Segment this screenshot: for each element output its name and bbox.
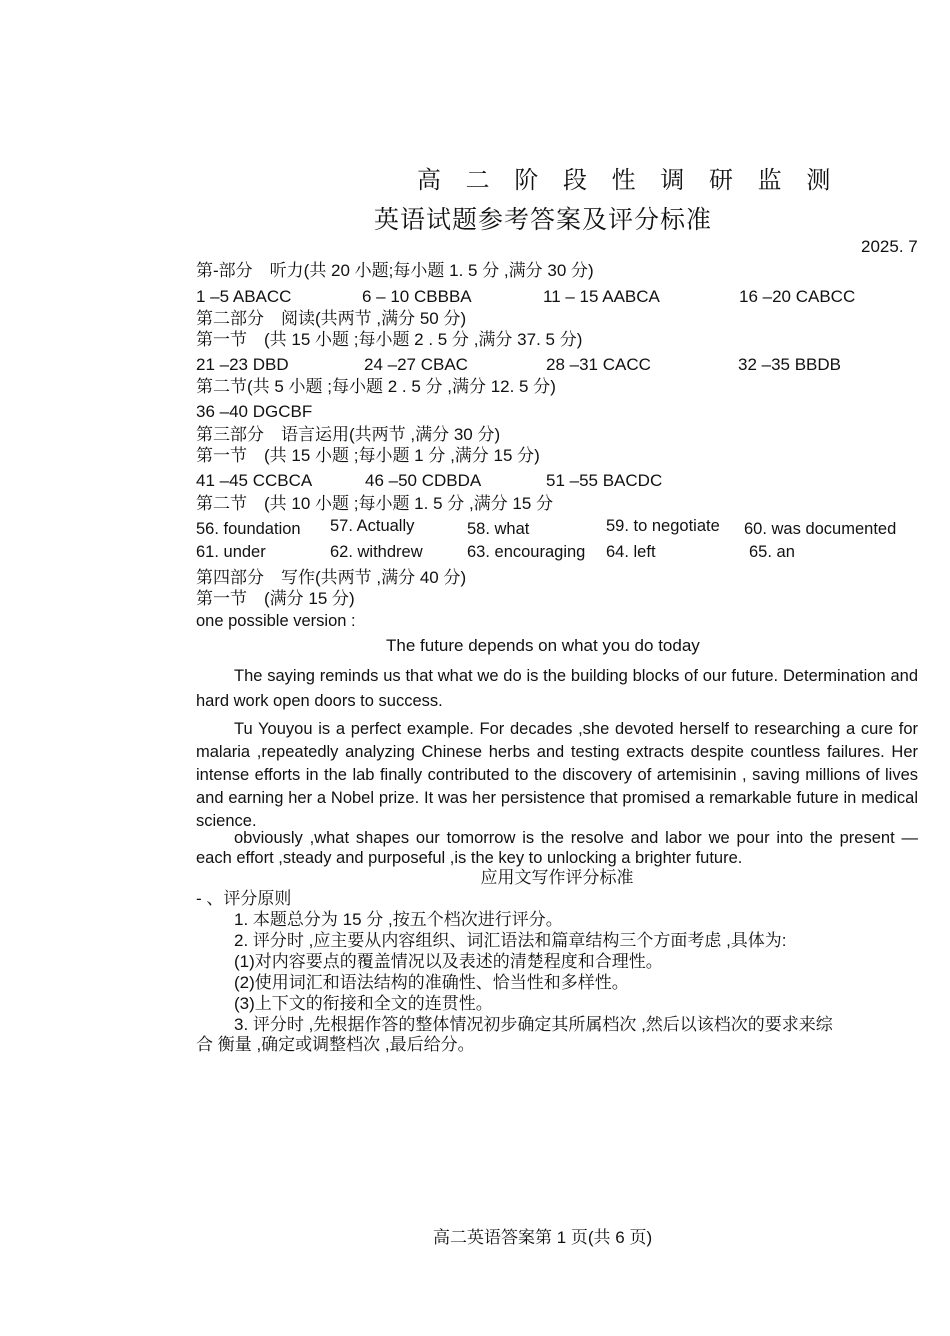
part3-section1-heading: 第一节 (共 15 小题 ;每小题 1 分 ,满分 15 分) — [196, 446, 540, 465]
fill-answer: 61. under — [196, 543, 266, 561]
answer-group: 32 –35 BBDB — [738, 355, 842, 374]
part2-section2-heading: 第二节(共 5 小题 ;每小题 2 . 5 分 ,满分 12. 5 分) — [196, 377, 556, 396]
answer-group: 36 –40 DGCBF — [196, 402, 313, 421]
scoring-item: (3)上下文的衔接和全文的连贯性。 — [234, 994, 493, 1013]
fill-answer: 65. an — [749, 543, 795, 561]
part4-section1-heading: 第一节 (满分 15 分) — [196, 589, 355, 608]
answer-group: 28 –31 CACC — [546, 355, 651, 374]
answer-group: 11 – 15 AABCA — [543, 287, 660, 306]
fill-answer: 58. what — [467, 520, 530, 538]
answer-group: 6 – 10 CBBBA — [362, 287, 472, 306]
answer-group: 41 –45 CCBCA — [196, 471, 313, 490]
part2-heading: 第二部分 阅读(共两节 ,满分 50 分) — [196, 309, 467, 328]
scoring-item: (1)对内容要点的覆盖情况以及表述的清楚程度和合理性。 — [234, 952, 663, 971]
part3-heading: 第三部分 语言运用(共两节 ,满分 30 分) — [196, 425, 501, 444]
part3-section2-heading: 第二节 (共 10 小题 ;每小题 1. 5 分 ,满分 15 分 — [196, 494, 554, 513]
part4-heading: 第四部分 写作(共两节 ,满分 40 分) — [196, 568, 467, 587]
answer-group: 1 –5 ABACC — [196, 287, 292, 306]
scoring-principle-heading: - 、评分原则 — [196, 889, 292, 908]
answer-group: 16 –20 CABCC — [739, 287, 856, 306]
fill-answer: 64. left — [606, 543, 656, 561]
document-title: 高 二 阶 段 性 调 研 监 测 — [417, 167, 840, 194]
answer-group: 51 –55 BACDC — [546, 471, 663, 490]
fill-answer: 62. withdrew — [330, 543, 423, 561]
part2-section1-heading: 第一节 (共 15 小题 ;每小题 2 . 5 分 ,满分 37. 5 分) — [196, 330, 583, 349]
essay-title: The future depends on what you do today — [386, 636, 700, 655]
fill-answer: 57. Actually — [330, 517, 415, 535]
scoring-item-continuation: 合 衡量 ,确定或调整档次 ,最后给分。 — [196, 1035, 475, 1054]
scoring-item: 1. 本题总分为 15 分 ,按五个档次进行评分。 — [234, 910, 563, 929]
page-footer: 高二英语答案第 1 页(共 6 页) — [433, 1228, 653, 1247]
fill-answer: 56. foundation — [196, 520, 301, 538]
document-date: 2025. 7 — [861, 237, 918, 256]
essay-paragraph: obviously ,what shapes our tomorrow is the resolve and labor we pour into the present — each effort ,steady and purposeful ,is the key to unlocking a brighter future. — [196, 829, 918, 867]
fill-answer: 59. to negotiate — [606, 517, 720, 535]
essay-paragraph: The saying reminds us that what we do is the building blocks of our future. Determination and hard work open doors to success. — [196, 667, 918, 710]
fill-answer: 63. encouraging — [467, 543, 586, 561]
essay-paragraph: Tu Youyou is a perfect example. For decades ,she devoted herself to researching a cure for malaria ,repeatedly analyzing Chinese herbs and testing extracts despite countless failures. Her intense efforts in the lab finally contributed to the discovery of artemisinin , saving millions of lives and earning her a Nobel prize. It was her persistence that promised a remarkable future in medical science. — [196, 720, 918, 830]
scoring-title: 应用文写作评分标准 — [480, 868, 634, 887]
scoring-item: 2. 评分时 ,应主要从内容组织、词汇语法和篇章结构三个方面考虑 ,具体为: — [234, 931, 787, 950]
scoring-item: (2)使用词汇和语法结构的准确性、恰当性和多样性。 — [234, 973, 629, 992]
answer-group: 46 –50 CDBDA — [365, 471, 482, 490]
fill-answer: 60. was documented — [744, 520, 897, 538]
document-subtitle: 英语试题参考答案及评分标准 — [374, 206, 713, 234]
part1-heading: 第-部分 听力(共 20 小题;每小题 1. 5 分 ,满分 30 分) — [196, 261, 594, 280]
answer-group: 21 –23 DBD — [196, 355, 289, 374]
version-label: one possible version : — [196, 612, 356, 630]
scoring-item: 3. 评分时 ,先根据作答的整体情况初步确定其所属档次 ,然后以该档次的要求来综 — [234, 1015, 833, 1034]
answer-group: 24 –27 CBAC — [364, 355, 468, 374]
